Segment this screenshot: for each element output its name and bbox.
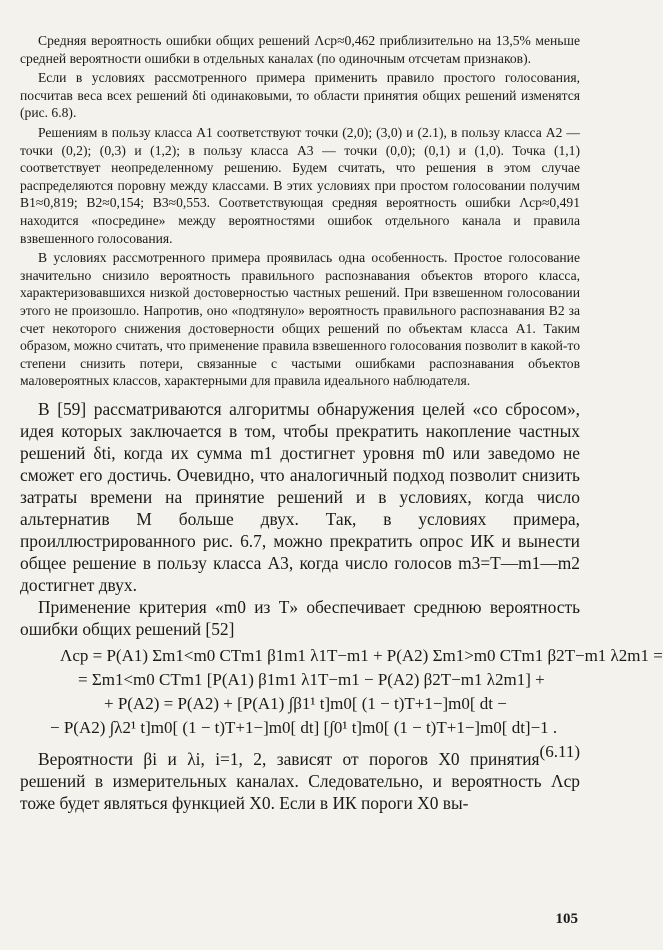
paragraph: Применение критерия «m0 из T» обеспечивает среднюю вероятность ошибки общих решений [52] — [20, 596, 580, 639]
formula-6-11 — [20, 644, 663, 761]
paragraph: В условиях рассмотренного примера проявилась одна особенность. Простое голосование значительно снизило вероятность правильного распознавания объектов второго класса, характеризовавшихся низкой достоверностью частных решений. При взвешенном голосовании этого не произошло. Напротив, оно «подтянуло» вероятность правильного распознавания В2 за счет некоторого снижения достоверности общих решений по объектам класса A1. Таким образом, можно считать, что применение правила взвешенного голосования позволит в какой-то степени снизить потери, связанные с частыми ошибками распознавания объектов маловероятных классов, характерными для правила идеального наблюдателя. — [20, 250, 580, 389]
paragraph: В [59] рассматриваются алгоритмы обнаружения целей «со сбросом», идея которых заключается в том, чтобы прекратить накопление частных решений δti, когда их сумма m1 достигнет уровня m0 или заведомо не сможет его достичь. Очевидно, что аналогичный подход позволит снизить затраты времени на принятие решений и в условиях, когда число альтернатив M больше двух. Так, в условиях примера, проиллюстрированного рис. 6.7, можно прекратить опрос ИК и вынести общее решение в пользу класса A3, когда число голосов m3=T—m1—m2 достигнет двух. — [20, 398, 580, 595]
paragraph: Решениям в пользу класса A1 соответствуют точки (2,0); (3,0) и (2.1), в пользу класса A2 — точки (0,2); (0,3) и (1,2); в пользу класса A3 — точки (0,0); (0,1) и (1,0). Точка (1,1) соответствует неопределенному решению. Будем считать, что решения в этом случае распределяются поровну между классами. В этих условиях при простом голосовании получим В1≈0,819; В2≈0,154; В3≈0,553. Соответствующая средняя вероятность ошибки Λср≈0,491 находится «посредине» между вероятностями ошибок отдельного канала и правила взвешенного голосования. — [20, 124, 580, 246]
formula-line: = Σm1<m0 CTm1 [P(A1) β1m1 λ1T−m1 − P(A2) β2T−m1 λ2m1] + — [78, 669, 545, 689]
formula-line-text: − P(A2) ∫λ2¹ t]m0[ (1 − t)T+1−]m0[ dt] [∫0¹ t]m0[ (1 − t)T+1−]m0[ dt]−1 . — [50, 717, 558, 737]
formula-line: + P(A2) = P(A2) + [P(A1) ∫β1¹ t]m0[ (1 − t)T+1−]m0[ dt − — [104, 693, 507, 713]
large-text-block — [20, 398, 580, 640]
page-number: 105 — [555, 911, 578, 927]
page-content — [20, 32, 663, 814]
paragraph: Вероятности βi и λi, i=1, 2, зависят от порогов X0 принятия решений в измерительных каналах. Следовательно, и вероятность Λср тоже будет являться функцией X0. Если в ИК пороги X0 вы- — [20, 748, 580, 813]
equation-number: (6.11) — [539, 741, 580, 761]
final-text-block — [20, 748, 580, 814]
formula-line — [20, 716, 580, 761]
paragraph: Средняя вероятность ошибки общих решений Λср≈0,462 приблизительно на 13,5% меньше средней вероятности ошибки в отдельных каналах (по одиночным отсчетам признаков). — [20, 33, 580, 66]
formula-line: Λср = P(A1) Σm1<m0 CTm1 β1m1 λ1T−m1 + P(A2) Σm1>m0 CTm1 β2T−m1 λ2m1 = — [60, 645, 663, 665]
small-text-block — [20, 32, 580, 390]
paragraph: Если в условиях рассмотренного примера применить правило простого голосования, посчитав веса всех решений δti одинаковыми, то области принятия общих решений изменятся (рис. 6.8). — [20, 70, 580, 121]
